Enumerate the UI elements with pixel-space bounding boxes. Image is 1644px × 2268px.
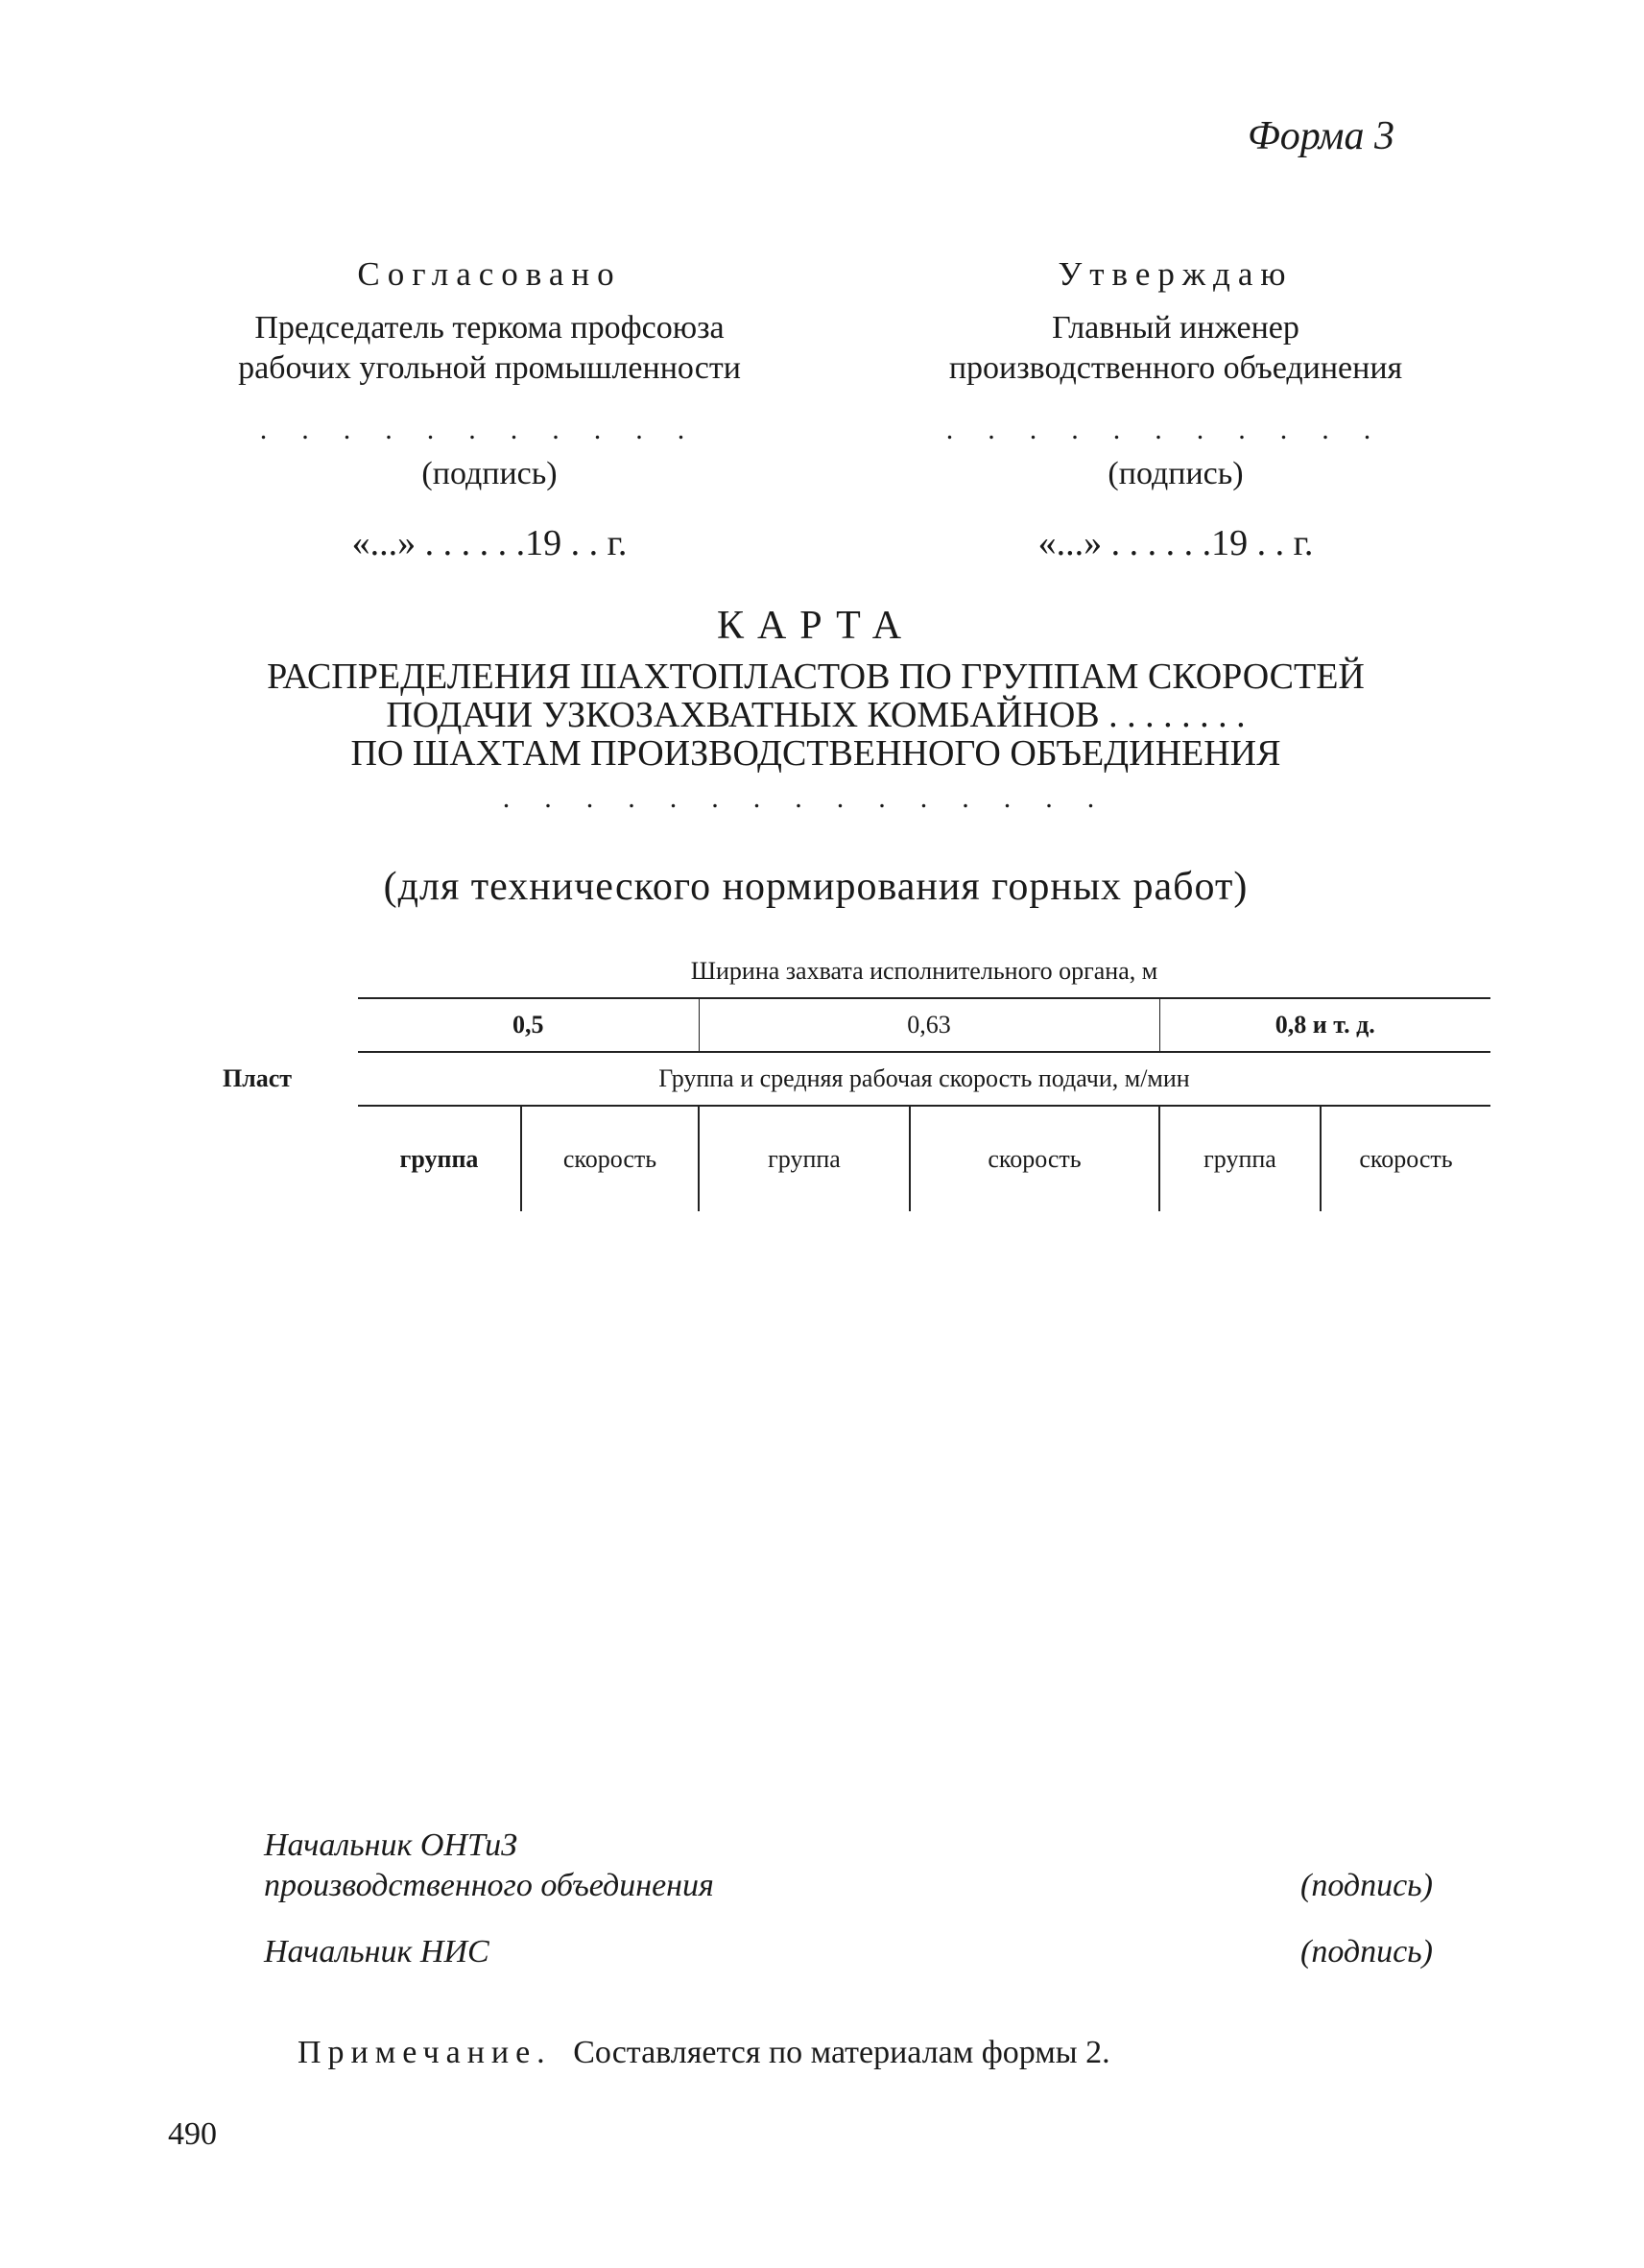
subcol-speed-1: скорость [521,1106,699,1211]
approval-left-date: «...» . . . . . .19 . . г. [351,523,628,563]
distribution-table [156,945,1490,1211]
approval-left-line2: рабочих угольной промышленности [238,350,741,386]
width-0-63: 0,63 [699,998,1159,1052]
title-line-1: РАСПРЕДЕЛЕНИЯ ШАХТОПЛАСТОВ ПО ГРУППАМ СКОРОСТЕЙ [267,657,1365,697]
title-dots: ............... [502,782,1130,814]
approval-right-line1: Главный инженер [1052,310,1299,346]
note-label: Примечание. [298,2035,552,2070]
signature-nis-title: Начальник НИС [264,1934,489,1970]
subcol-group-2: группа [699,1106,910,1211]
width-0-8-etc: 0,8 и т. д. [1159,998,1490,1052]
signature-ontiz-title [264,1826,714,1906]
approval-left-line1: Председатель теркома профсоюза [254,310,725,346]
approval-right [869,254,1483,494]
approval-right-signature: (подпись) [1108,456,1244,491]
header-capture-width: Ширина захвата исполнительного органа, м [358,945,1490,998]
header-group-speed: Группа и средняя рабочая скорость подачи, м/мин [358,1052,1490,1106]
note [298,2035,1110,2071]
document-title-block [144,657,1488,815]
signature-ontiz-line1: Начальник ОНТиЗ [264,1827,517,1863]
signature-nis-sign: (подпись) [1300,1934,1433,1970]
approval-left-heading: Согласовано [357,255,622,293]
column-header-plast: Пласт [222,1063,293,1092]
form-label: Форма 3 [1248,114,1394,158]
approval-right-heading: Утверждаю [1058,255,1294,293]
subcol-speed-3: скорость [1321,1106,1490,1211]
approval-left-signature: (подпись) [421,456,558,491]
width-0-5: 0,5 [358,998,699,1052]
note-text: Составляется по материалам формы 2. [573,2035,1110,2070]
approval-right-line2: производственного объединения [948,350,1403,386]
document-subtitle: (для технического нормирования горных работ) [383,865,1249,909]
signature-ontiz-line2: производственного объединения [264,1868,714,1903]
subcol-group-1: группа [399,1144,479,1173]
approval-left-dots: ........... [259,414,720,445]
approval-left [182,254,797,494]
title-line-2: ПОДАЧИ УЗКОЗАХВАТНЫХ КОМБАЙНОВ . . . . . . . . [386,695,1246,735]
approval-right-dots: ........... [945,414,1406,445]
subcol-speed-2: скорость [910,1106,1159,1211]
signature-ontiz-sign: (подпись) [1300,1868,1433,1903]
title-line-3: ПО ШАХТАМ ПРОИЗВОДСТВЕННОГО ОБЪЕДИНЕНИЯ [350,733,1281,774]
page-number: 490 [168,2116,217,2152]
document-title: КАРТА [716,604,916,648]
subcol-group-3: группа [1159,1106,1321,1211]
approval-right-date: «...» . . . . . .19 . . г. [1037,523,1314,563]
